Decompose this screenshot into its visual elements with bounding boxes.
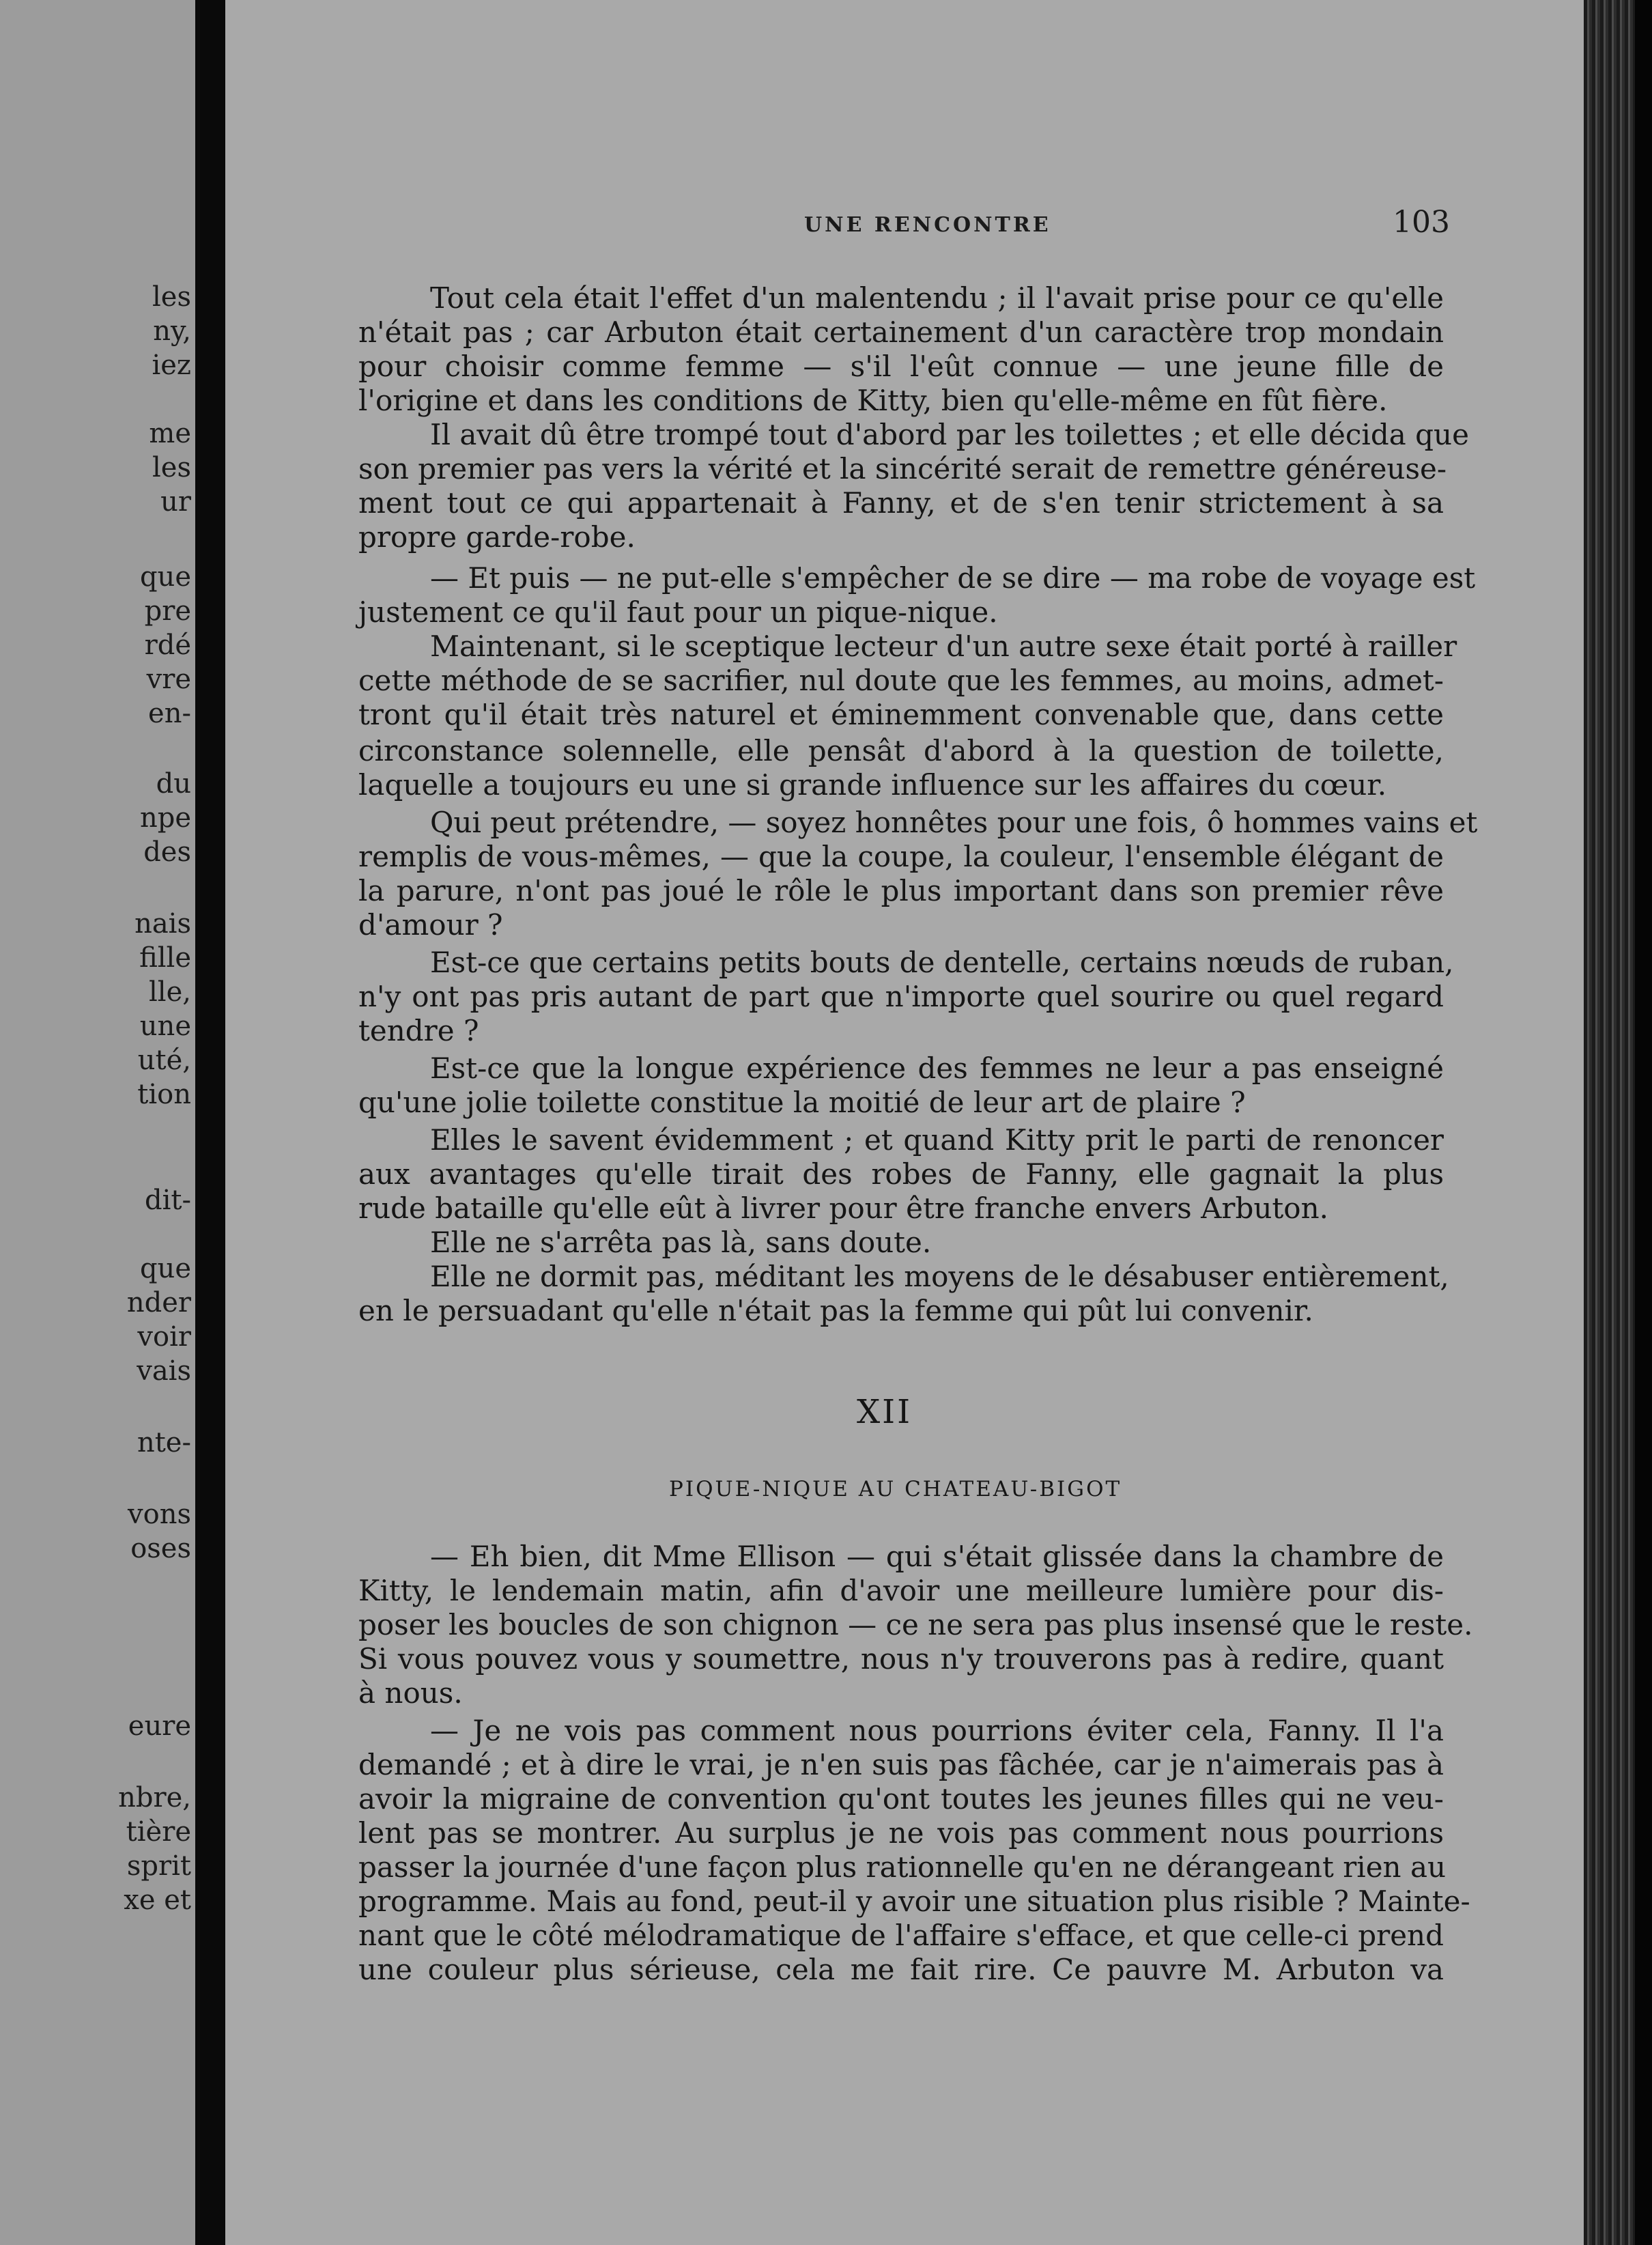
text-line: son premier pas vers la vérité et la sincérité serait de remettre généreuse- <box>358 452 1447 485</box>
text-line: justement ce qu'il faut pour un pique-nique. <box>358 595 998 629</box>
facing-page-text: voir <box>137 1321 191 1353</box>
facing-page-text: vre <box>146 664 191 695</box>
facing-page-text: nder <box>126 1287 191 1318</box>
text-line: cette méthode de se sacrifier, nul doute que les femmes, au moins, admet- <box>358 664 1444 697</box>
text-line: Est-ce que certains petits bouts de dentelle, certains nœuds de ruban, <box>430 946 1454 979</box>
facing-page-text: pre <box>144 595 191 627</box>
text-line: l'origine et dans les conditions de Kitty, bien qu'elle-même en fût fière. <box>358 384 1388 417</box>
text-line: Est-ce que la longue expérience des femmes ne leur a pas enseigné <box>430 1051 1444 1085</box>
chapter-title: PIQUE-NIQUE AU CHATEAU-BIGOT <box>669 1477 1122 1501</box>
facing-page-text: que <box>139 561 191 593</box>
facing-page-text: ny, <box>153 315 191 347</box>
facing-page-text: du <box>156 768 191 800</box>
facing-page-text: uté, <box>137 1045 191 1076</box>
text-line: Maintenant, si le sceptique lecteur d'un autre sexe était porté à railler <box>430 630 1457 663</box>
text-line: tendre ? <box>358 1014 479 1047</box>
facing-page-text: sprit <box>126 1850 191 1882</box>
facing-page-text: en- <box>148 698 191 729</box>
text-line: remplis de vous-mêmes, — que la coupe, la couleur, l'ensemble élégant de <box>358 840 1444 873</box>
text-line: à nous. <box>358 1676 463 1710</box>
text-line: circonstance solennelle, elle pensât d'abord à la question de toilette, <box>358 734 1444 767</box>
text-line: programme. Mais au fond, peut-il y avoir une situation plus risible ? Mainte- <box>358 1884 1470 1918</box>
text-line: Il avait dû être trompé tout d'abord par les toilettes ; et elle décida que <box>430 418 1469 451</box>
facing-page-text: tion <box>137 1079 191 1110</box>
page-number: 103 <box>1393 205 1450 240</box>
text-line: — Et puis — ne put-elle s'empêcher de se dire — ma robe de voyage est <box>430 561 1476 595</box>
text-line: passer la journée d'une façon plus rationnelle qu'en ne dérangeant rien au <box>358 1850 1447 1884</box>
facing-page-text: lle, <box>149 976 191 1008</box>
facing-page-text: dit- <box>145 1185 191 1216</box>
text-line: ment tout ce qui appartenait à Fanny, et de s'en tenir strictement à sa <box>358 486 1444 520</box>
text-line: Elle ne dormit pas, méditant les moyens de le désabuser entièrement, <box>430 1260 1449 1293</box>
facing-page-text: les <box>152 452 191 483</box>
text-line: n'y ont pas pris autant de part que n'importe quel sourire ou quel regard <box>358 980 1444 1013</box>
text-line: Kitty, le lendemain matin, afin d'avoir une meilleure lumière pour dis- <box>358 1574 1444 1607</box>
text-line: n'était pas ; car Arbuton était certainement d'un caractère trop mondain <box>358 315 1444 349</box>
text-line: avoir la migraine de convention qu'ont toutes les jeunes filles qui ne veu- <box>358 1782 1444 1816</box>
facing-page-text: une <box>139 1011 191 1042</box>
text-line: Elles le savent évidemment ; et quand Kitty prit le parti de renoncer <box>430 1123 1444 1157</box>
text-line: Si vous pouvez vous y soumettre, nous n'y trouverons pas à redire, quant <box>358 1642 1444 1676</box>
text-line: propre garde-robe. <box>358 520 636 554</box>
text-line: aux avantages qu'elle tirait des robes de Fanny, elle gagnait la plus <box>358 1157 1444 1191</box>
facing-page-text: nbre, <box>118 1782 191 1813</box>
facing-page-text: ur <box>160 486 191 518</box>
text-line: tront qu'il était très naturel et éminemment convenable que, dans cette <box>358 698 1444 731</box>
text-line: pour choisir comme femme — s'il l'eût connue — une jeune fille de <box>358 350 1444 383</box>
running-title: UNE RENCONTRE <box>804 213 1051 237</box>
text-line: Elle ne s'arrêta pas là, sans doute. <box>430 1226 932 1259</box>
chapter-number: XII <box>857 1393 913 1431</box>
facing-page-text: vais <box>137 1355 191 1387</box>
facing-page-text: les <box>152 281 191 313</box>
facing-page-text: rdé <box>144 630 191 661</box>
facing-page-fragment <box>0 0 195 2245</box>
facing-page-text: me <box>149 418 191 449</box>
facing-page-text: nte- <box>137 1427 191 1458</box>
text-line: Tout cela était l'effet d'un malentendu ; il l'avait prise pour ce qu'elle <box>430 281 1444 315</box>
text-line: d'amour ? <box>358 908 503 942</box>
text-line: — Je ne vois pas comment nous pourrions éviter cela, Fanny. Il l'a <box>430 1714 1444 1747</box>
text-line: lent pas se montrer. Au surplus je ne vois pas comment nous pourrions <box>358 1816 1444 1850</box>
facing-page-text: tière <box>126 1816 191 1848</box>
facing-page-text: oses <box>130 1533 191 1564</box>
text-line: rude bataille qu'elle eût à livrer pour être franche envers Arbuton. <box>358 1191 1328 1225</box>
page-edge-shadow <box>1635 0 1652 2245</box>
text-line: en le persuadant qu'elle n'était pas la femme qui pût lui convenir. <box>358 1294 1313 1327</box>
text-line: demandé ; et à dire le vrai, je n'en suis pas fâchée, car je n'aimerais pas à <box>358 1748 1444 1781</box>
facing-page-text: des <box>143 836 191 868</box>
facing-page-text: nais <box>134 908 191 940</box>
text-line: laquelle a toujours eu une si grande influence sur les affaires du cœur. <box>358 768 1387 802</box>
facing-page-text: que <box>139 1253 191 1284</box>
text-line: une couleur plus sérieuse, cela me fait rire. Ce pauvre M. Arbuton va <box>358 1953 1444 1986</box>
facing-page-text: eure <box>128 1710 191 1742</box>
book-gutter <box>195 0 225 2245</box>
text-line: — Eh bien, dit Mme Ellison — qui s'était glissée dans la chambre de <box>430 1540 1444 1573</box>
text-line: poser les boucles de son chignon — ce ne sera pas plus insensé que le reste. <box>358 1608 1473 1641</box>
facing-page-text: xe et <box>124 1884 191 1916</box>
facing-page-text: iez <box>152 350 191 381</box>
text-line: qu'une jolie toilette constitue la moitié de leur art de plaire ? <box>358 1086 1246 1119</box>
facing-page-text: vons <box>128 1499 191 1530</box>
facing-page-text: npe <box>139 802 191 834</box>
text-line: Qui peut prétendre, — soyez honnêtes pour une fois, ô hommes vains et <box>430 806 1478 839</box>
text-line: la parure, n'ont pas joué le rôle le plus important dans son premier rêve <box>358 874 1444 907</box>
text-line: nant que le côté mélodramatique de l'affaire s'efface, et que celle-ci prend <box>358 1919 1444 1952</box>
facing-page-text: fille <box>139 942 191 974</box>
